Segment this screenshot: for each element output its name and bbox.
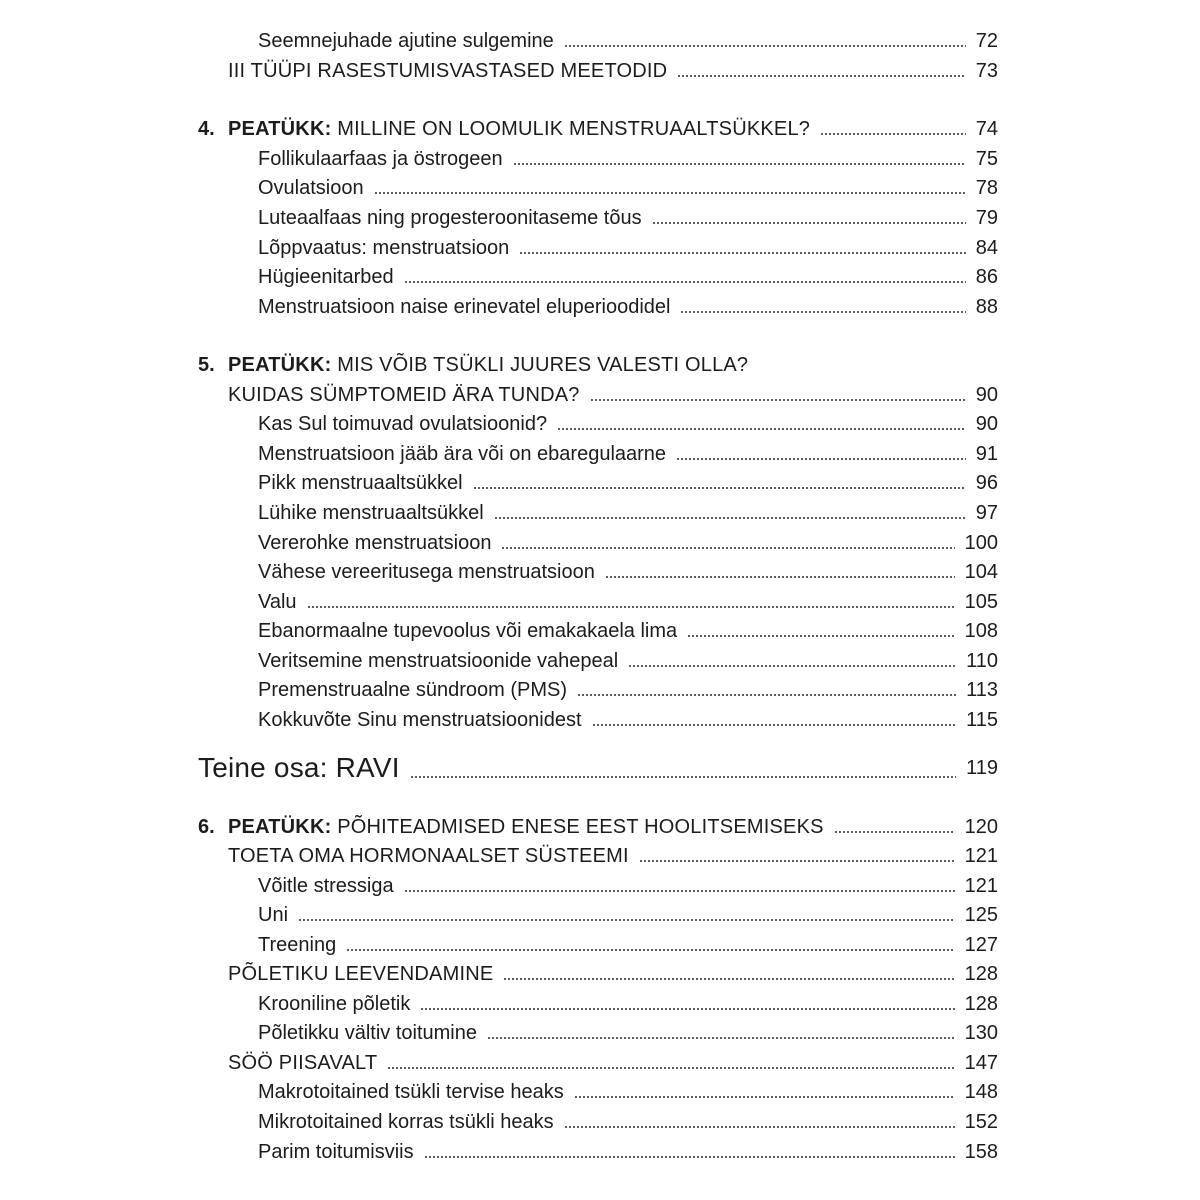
dot-leader	[503, 976, 954, 981]
dot-leader	[298, 917, 955, 922]
dot-leader	[564, 43, 966, 48]
page-number: 115	[966, 709, 998, 731]
subsection-entry	[0, 871, 1200, 901]
entry-title: PÕLETIKU LEEVENDAMINE	[228, 963, 494, 985]
dot-leader	[820, 131, 966, 136]
page-number: 86	[975, 266, 998, 288]
subsection-entry	[0, 498, 1200, 528]
page-number: 91	[975, 443, 998, 465]
entry-title	[228, 117, 810, 141]
entry-title: Võitle stressiga	[258, 875, 394, 897]
dot-leader	[652, 220, 966, 225]
entry-title: Vähese vereeritusega menstruatsioon	[258, 561, 595, 583]
page-number: 90	[975, 413, 998, 435]
section-entry	[0, 56, 1200, 86]
page-number: 119	[966, 757, 998, 779]
chapter-number: 4.	[198, 118, 215, 140]
entry-title: TOETA OMA HORMONAALSET SÜSTEEMI	[228, 845, 629, 867]
dot-leader	[590, 397, 966, 402]
dot-leader	[676, 456, 966, 461]
entry-title: Pikk menstruaaltsükkel	[258, 472, 463, 494]
subsection-entry	[0, 173, 1200, 203]
subsection-entry	[0, 705, 1200, 735]
page-number: 130	[964, 1022, 998, 1044]
entry-title: Premenstruaalne sündroom (PMS)	[258, 679, 568, 701]
part-heading	[0, 752, 1200, 787]
dot-leader	[639, 858, 955, 863]
entry-title: Luteaalfaas ning progesteroonitaseme tõus	[258, 207, 642, 229]
dot-leader	[834, 829, 955, 834]
dot-leader	[410, 774, 956, 779]
section-entry	[0, 380, 1200, 410]
entry-title: Ovulatsioon	[258, 177, 364, 199]
subsection-entry	[0, 675, 1200, 705]
entry-title: SÖÖ PIISAVALT	[228, 1052, 378, 1074]
dot-leader	[605, 574, 955, 579]
dot-leader	[374, 190, 966, 195]
chapter-title: MIS VÕIB TSÜKLI JUURES VALESTI OLLA?	[337, 354, 749, 376]
page-number: 147	[964, 1052, 998, 1074]
page-number: 97	[975, 502, 998, 524]
entry-title: Vererohke menstruatsioon	[258, 532, 492, 554]
entry-title: Uni	[258, 904, 289, 926]
dot-leader	[519, 250, 965, 255]
entry-title: Lühike menstruaaltsükkel	[258, 502, 484, 524]
dot-leader	[577, 692, 956, 697]
page-number: 96	[975, 472, 998, 494]
dot-leader	[592, 722, 957, 727]
entry-title: Seemnejuhade ajutine sulgemine	[258, 30, 554, 52]
dot-leader	[307, 604, 955, 609]
page-number: 108	[964, 620, 998, 642]
entry-title: KUIDAS SÜMPTOMEID ÄRA TUNDA?	[228, 384, 580, 406]
dot-leader	[513, 161, 966, 166]
page-number: 88	[975, 296, 998, 318]
page-number: 90	[975, 384, 998, 406]
chapter-label: PEATÜKK:	[228, 354, 332, 376]
entry-title	[228, 815, 824, 839]
entry-title: Parim toitumisviis	[258, 1141, 414, 1163]
dot-leader	[628, 663, 956, 668]
subsection-entry	[0, 409, 1200, 439]
dot-leader	[473, 485, 966, 490]
entry-title	[228, 353, 748, 377]
page-number: 152	[964, 1111, 998, 1133]
subsection-entry	[0, 1077, 1200, 1107]
subsection-entry	[0, 439, 1200, 469]
page-number: 128	[964, 963, 998, 985]
entry-title: Menstruatsioon jääb ära või on ebaregulaarne	[258, 443, 667, 465]
page-number: 104	[964, 561, 998, 583]
chapter-title: PÕHITEADMISED ENESE EEST HOOLITSEMISEKS	[337, 816, 824, 838]
page-number: 72	[975, 30, 998, 52]
section-entry	[0, 959, 1200, 989]
dot-leader	[574, 1094, 955, 1099]
chapter-entry	[0, 350, 1200, 380]
entry-title: Menstruatsioon naise erinevatel eluperioodidel	[258, 296, 671, 318]
page-number: 148	[964, 1081, 998, 1103]
page-number: 105	[964, 591, 998, 613]
chapter-number: 5.	[198, 354, 215, 376]
subsection-entry	[0, 233, 1200, 263]
dot-leader	[346, 947, 954, 952]
subsection-entry	[0, 262, 1200, 292]
page-number: 73	[975, 60, 998, 82]
dot-leader	[677, 73, 965, 78]
subsection-entry	[0, 292, 1200, 322]
page-number: 127	[964, 934, 998, 956]
page-number: 78	[975, 177, 998, 199]
subsection-entry	[0, 1107, 1200, 1137]
subsection-entry	[0, 528, 1200, 558]
subsection-entry	[0, 616, 1200, 646]
dot-leader	[680, 309, 965, 314]
subsection-entry	[0, 930, 1200, 960]
entry-title: Ebanormaalne tupevoolus või emakakaela lima	[258, 620, 678, 642]
page-number: 100	[964, 532, 998, 554]
entry-title: Teine osa: RAVI	[198, 752, 400, 783]
dot-leader	[501, 545, 954, 550]
dot-leader	[494, 515, 966, 520]
subsection-entry	[0, 144, 1200, 174]
entry-title: Follikulaarfaas ja östrogeen	[258, 148, 503, 170]
page-number: 75	[975, 148, 998, 170]
chapter-entry	[0, 812, 1200, 842]
dot-leader	[424, 1154, 955, 1159]
chapter-entry	[0, 114, 1200, 144]
entry-title: Lõppvaatus: menstruatsioon	[258, 237, 510, 259]
page-number: 121	[964, 875, 998, 897]
dot-leader	[687, 633, 954, 638]
entry-title: Veritsemine menstruatsioonide vahepeal	[258, 650, 619, 672]
subsection-entry	[0, 1018, 1200, 1048]
page-number: 158	[964, 1141, 998, 1163]
dot-leader	[387, 1065, 954, 1070]
entry-title: Makrotoitained tsükli tervise heaks	[258, 1081, 564, 1103]
entry-title: Krooniline põletik	[258, 993, 411, 1015]
chapter-number: 6.	[198, 816, 215, 838]
page-number: 113	[966, 679, 998, 701]
page-number: 121	[964, 845, 998, 867]
dot-leader	[557, 426, 966, 431]
chapter-label: PEATÜKK:	[228, 816, 332, 838]
subsection-entry	[0, 203, 1200, 233]
subsection-entry	[0, 989, 1200, 1019]
page-number: 125	[964, 904, 998, 926]
entry-title: Valu	[258, 591, 297, 613]
dot-leader	[404, 279, 966, 284]
dot-leader	[564, 1124, 955, 1129]
page-number: 74	[975, 118, 998, 140]
entry-title: Hügieenitarbed	[258, 266, 394, 288]
entry-title: III TÜÜPI RASESTUMISVASTASED MEETODID	[228, 60, 668, 82]
section-entry	[0, 841, 1200, 871]
subsection-entry	[0, 587, 1200, 617]
dot-leader	[487, 1035, 955, 1040]
dot-leader	[420, 1006, 954, 1011]
subsection-entry	[0, 468, 1200, 498]
chapter-title: MILLINE ON LOOMULIK MENSTRUAALTSÜKKEL?	[337, 118, 811, 140]
subsection-entry	[0, 646, 1200, 676]
subsection-entry	[0, 900, 1200, 930]
subsection-entry	[0, 557, 1200, 587]
subsection-entry	[0, 1137, 1200, 1167]
page-number: 110	[966, 650, 998, 672]
entry-title: Põletikku vältiv toitumine	[258, 1022, 477, 1044]
entry-title: Treening	[258, 934, 337, 956]
entry-title: Mikrotoitained korras tsükli heaks	[258, 1111, 554, 1133]
page-number: 120	[964, 816, 998, 838]
entry-title: Kokkuvõte Sinu menstruatsioonidest	[258, 709, 582, 731]
subsection-entry	[0, 26, 1200, 56]
page-number: 84	[975, 237, 998, 259]
entry-title: Kas Sul toimuvad ovulatsioonid?	[258, 413, 548, 435]
section-entry	[0, 1048, 1200, 1078]
chapter-label: PEATÜKK:	[228, 118, 332, 140]
dot-leader	[404, 888, 955, 893]
page-number: 79	[975, 207, 998, 229]
page-number: 128	[964, 993, 998, 1015]
